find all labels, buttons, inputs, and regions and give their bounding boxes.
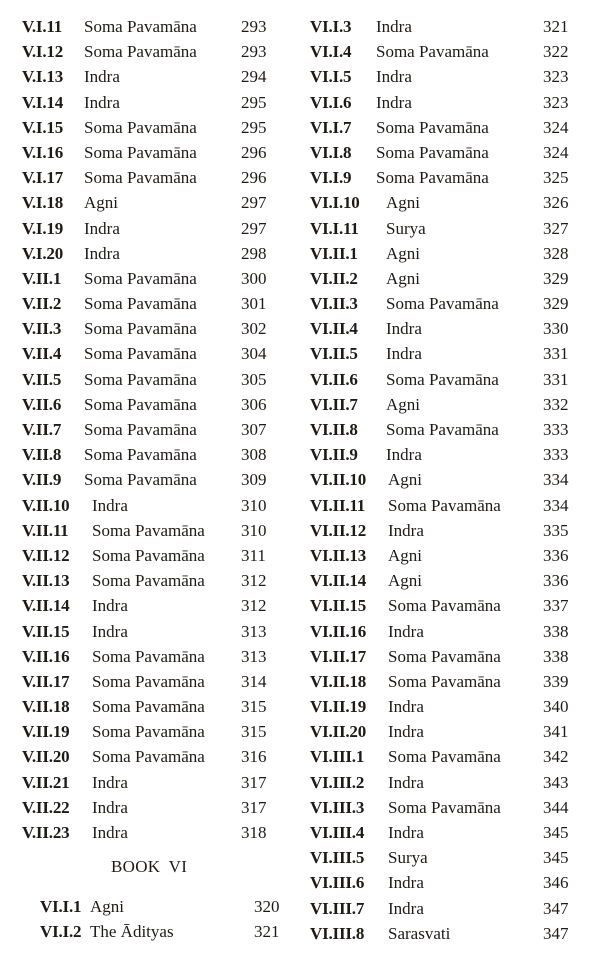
- entry-page-number: 312: [241, 596, 267, 616]
- toc-entry: [310, 719, 585, 744]
- entry-title: Indra: [388, 873, 424, 893]
- entry-page-number: 338: [543, 646, 569, 666]
- entry-page-number: 297: [241, 193, 267, 213]
- entry-page-number: 338: [543, 621, 569, 641]
- entry-title: Soma Pavamāna: [92, 671, 205, 691]
- entry-title: Agni: [388, 545, 422, 565]
- toc-entry: [22, 543, 292, 568]
- entry-title: Soma Pavamāna: [84, 470, 197, 490]
- entry-reference: VI.III.6: [310, 873, 365, 893]
- entry-page-number: 313: [241, 646, 267, 666]
- entry-page-number: 322: [543, 42, 569, 62]
- entry-page-number: 305: [241, 369, 267, 389]
- entry-page-number: 333: [543, 420, 569, 439]
- entry-title: Agni: [90, 897, 124, 916]
- entry-reference: V.I.13: [22, 67, 64, 87]
- entry-page-number: 347: [543, 898, 569, 918]
- entry-page-number: 300: [241, 268, 267, 288]
- toc-entry: [40, 919, 300, 944]
- toc-entry: [310, 744, 585, 769]
- entry-title: Indra: [388, 772, 424, 792]
- toc-entry: [22, 190, 292, 215]
- entry-reference: V.II.14: [22, 596, 70, 616]
- toc-entry: [310, 644, 585, 669]
- entry-reference: V.II.5: [22, 369, 62, 389]
- entry-reference: VI.II.9: [310, 445, 358, 465]
- entry-reference: V.II.18: [22, 697, 70, 717]
- toc-entry: [310, 14, 585, 39]
- toc-entry: [310, 241, 585, 266]
- entry-title: Agni: [386, 193, 420, 213]
- entry-title: Soma Pavamāna: [388, 797, 501, 817]
- entry-title: Indra: [376, 67, 412, 87]
- entry-reference: VI.II.6: [310, 369, 358, 389]
- entry-page-number: 296: [241, 142, 267, 162]
- entry-page-number: 333: [543, 445, 569, 465]
- entry-reference: VI.II.4: [310, 319, 358, 339]
- entry-title: Soma Pavamāna: [92, 520, 205, 540]
- entry-title: Indra: [388, 621, 424, 641]
- entry-page-number: 325: [543, 168, 569, 188]
- toc-entry: [22, 518, 292, 543]
- entry-reference: VI.II.2: [310, 268, 358, 288]
- entry-page-number: 324: [543, 142, 569, 162]
- entry-reference: VI.II.1: [310, 243, 358, 263]
- entry-reference: V.II.8: [22, 445, 62, 465]
- toc-entry: [22, 493, 292, 518]
- toc-entry: [22, 216, 292, 241]
- entry-title: Soma Pavamāna: [92, 571, 205, 591]
- entry-reference: V.II.15: [22, 621, 70, 641]
- entry-title: Soma Pavamāna: [92, 722, 205, 742]
- toc-entry: [22, 770, 292, 795]
- toc-entry: [22, 744, 292, 769]
- toc-entry: [310, 190, 585, 215]
- entry-reference: V.I.14: [22, 92, 64, 112]
- entry-title: Indra: [84, 92, 120, 112]
- entry-page-number: 342: [543, 747, 569, 767]
- toc-entry: [22, 719, 292, 744]
- toc-entry: [22, 115, 292, 140]
- entry-reference: VI.I.8: [310, 142, 352, 162]
- entry-reference: V.I.20: [22, 243, 64, 263]
- toc-entry: [310, 669, 585, 694]
- entry-page-number: 340: [543, 697, 569, 717]
- entry-page-number: 326: [543, 193, 569, 213]
- entry-page-number: 323: [543, 92, 569, 112]
- toc-entry: [22, 291, 292, 316]
- entry-page-number: 315: [241, 697, 267, 717]
- entry-title: Indra: [388, 722, 424, 742]
- entry-title: Soma Pavamāna: [376, 168, 489, 188]
- entry-page-number: 327: [543, 218, 569, 238]
- entry-page-number: 347: [543, 923, 569, 943]
- toc-entry: [22, 165, 292, 190]
- toc-entry: [310, 341, 585, 366]
- entry-page-number: 314: [241, 671, 267, 691]
- entry-reference: V.II.2: [22, 294, 62, 314]
- toc-entry: [22, 140, 292, 165]
- entry-reference: V.II.21: [22, 772, 70, 792]
- entry-title: Soma Pavamāna: [84, 42, 197, 62]
- entry-title: Soma Pavamāna: [388, 596, 501, 616]
- entry-page-number: 298: [241, 243, 267, 263]
- entry-page-number: 295: [241, 117, 267, 137]
- entry-page-number: 310: [241, 495, 267, 515]
- entry-page-number: 318: [241, 823, 267, 842]
- toc-entry: [22, 467, 292, 492]
- entry-page-number: 330: [543, 319, 569, 339]
- entry-page-number: 315: [241, 722, 267, 742]
- entry-page-number: 317: [241, 772, 267, 792]
- entry-reference: VI.II.3: [310, 294, 358, 314]
- toc-entry: [310, 820, 585, 845]
- entry-reference: VI.II.17: [310, 646, 367, 666]
- toc-entry: [22, 90, 292, 115]
- entry-page-number: 307: [241, 420, 267, 439]
- entry-page-number: 294: [241, 67, 267, 87]
- toc-entry: [310, 115, 585, 140]
- entry-reference: V.II.6: [22, 394, 62, 414]
- right-column: [310, 14, 585, 946]
- entry-reference: VI.II.8: [310, 420, 358, 439]
- toc-entry: [310, 694, 585, 719]
- entry-reference: VI.III.3: [310, 797, 365, 817]
- toc-entry: [310, 543, 585, 568]
- toc-entry: [310, 392, 585, 417]
- toc-entry: [310, 518, 585, 543]
- entry-reference: VI.II.18: [310, 671, 367, 691]
- toc-entry: [22, 316, 292, 341]
- entry-reference: V.I.19: [22, 218, 64, 238]
- entry-title: Soma Pavamāna: [84, 344, 197, 364]
- entry-page-number: 321: [254, 922, 280, 942]
- entry-reference: V.II.7: [22, 420, 62, 439]
- entry-page-number: 320: [254, 897, 280, 916]
- entry-page-number: 341: [543, 722, 569, 742]
- entry-page-number: 313: [241, 621, 267, 641]
- entry-reference: VI.II.7: [310, 394, 358, 414]
- entry-title: Soma Pavamāna: [84, 394, 197, 414]
- entry-page-number: 334: [543, 495, 569, 515]
- entry-title: Soma Pavamāna: [386, 294, 499, 314]
- entry-page-number: 301: [241, 294, 267, 314]
- entry-title: Surya: [386, 218, 426, 238]
- entry-title: Indra: [92, 823, 128, 842]
- toc-entry: [310, 316, 585, 341]
- entry-page-number: 324: [543, 117, 569, 137]
- entry-reference: V.II.19: [22, 722, 70, 742]
- toc-entry: [310, 921, 585, 946]
- toc-entry: [310, 417, 585, 442]
- toc-entry: [310, 90, 585, 115]
- entry-title: Soma Pavamāna: [388, 495, 501, 515]
- entry-title: Soma Pavamāna: [388, 646, 501, 666]
- entry-title: Indra: [388, 520, 424, 540]
- toc-entry: [22, 644, 292, 669]
- entry-reference: VI.II.14: [310, 571, 367, 591]
- entry-title: Agni: [386, 243, 420, 263]
- entry-title: Indra: [386, 319, 422, 339]
- entry-title: Indra: [84, 67, 120, 87]
- entry-page-number: 312: [241, 571, 267, 591]
- entry-reference: VI.III.5: [310, 848, 365, 868]
- entry-title: Soma Pavamāna: [92, 697, 205, 717]
- entry-title: Indra: [92, 797, 128, 817]
- entry-title: Sarasvati: [388, 923, 451, 943]
- entry-reference: V.I.11: [22, 17, 63, 36]
- entry-page-number: 337: [543, 596, 569, 616]
- entry-reference: VI.I.6: [310, 92, 352, 112]
- entry-page-number: 331: [543, 369, 569, 389]
- entry-title: Agni: [388, 571, 422, 591]
- entry-page-number: 332: [543, 394, 569, 414]
- toc-entry: [310, 467, 585, 492]
- toc-entry: [310, 216, 585, 241]
- entry-reference: V.II.17: [22, 671, 70, 691]
- entry-page-number: 339: [543, 671, 569, 691]
- toc-entry: [310, 845, 585, 870]
- entry-reference: VI.I.10: [310, 193, 360, 213]
- entry-page-number: 344: [543, 797, 569, 817]
- entry-reference: VI.II.12: [310, 520, 367, 540]
- entry-reference: V.II.11: [22, 520, 69, 540]
- entry-title: Soma Pavamāna: [386, 369, 499, 389]
- toc-entry: [310, 870, 585, 895]
- entry-page-number: 308: [241, 445, 267, 465]
- entry-reference: VI.III.2: [310, 772, 365, 792]
- entry-reference: V.II.23: [22, 823, 70, 842]
- toc-entry: [22, 820, 292, 845]
- toc-entry: [22, 266, 292, 291]
- entry-page-number: 346: [543, 873, 569, 893]
- toc-entry: [310, 770, 585, 795]
- entry-title: Soma Pavamāna: [92, 545, 205, 565]
- entry-reference: V.I.12: [22, 42, 64, 62]
- entry-title: Surya: [388, 848, 428, 868]
- toc-entry: [310, 896, 585, 921]
- entry-title: Indra: [92, 772, 128, 792]
- toc-entry: [310, 568, 585, 593]
- entry-title: Indra: [84, 243, 120, 263]
- entry-reference: VI.III.1: [310, 747, 365, 767]
- entry-page-number: 336: [543, 545, 569, 565]
- toc-entry: [22, 619, 292, 644]
- book-vi-entries: [40, 894, 300, 944]
- toc-entry: [22, 795, 292, 820]
- toc-entry: [310, 593, 585, 618]
- toc-entry: [22, 442, 292, 467]
- entry-title: Indra: [376, 17, 412, 36]
- entry-title: Indra: [386, 445, 422, 465]
- toc-entry: [22, 392, 292, 417]
- entry-reference: V.II.9: [22, 470, 62, 490]
- entry-page-number: 335: [543, 520, 569, 540]
- entry-page-number: 329: [543, 294, 569, 314]
- toc-entry: [310, 619, 585, 644]
- entry-title: Soma Pavamāna: [84, 294, 197, 314]
- entry-reference: VI.II.11: [310, 495, 366, 515]
- entry-reference: VI.II.15: [310, 596, 367, 616]
- entry-title: Soma Pavamāna: [84, 420, 197, 439]
- entry-reference: VI.II.19: [310, 697, 367, 717]
- entry-page-number: 345: [543, 848, 569, 868]
- toc-entry: [310, 64, 585, 89]
- entry-title: Soma Pavamāna: [92, 646, 205, 666]
- entry-title: Soma Pavamāna: [388, 671, 501, 691]
- entry-title: Indra: [92, 596, 128, 616]
- entry-title: Indra: [92, 495, 128, 515]
- entry-title: Soma Pavamāna: [84, 319, 197, 339]
- entry-title: Soma Pavamāna: [84, 17, 197, 36]
- entry-reference: VI.III.8: [310, 923, 365, 943]
- entry-title: Soma Pavamāna: [388, 747, 501, 767]
- toc-entry: [22, 64, 292, 89]
- entry-reference: V.II.3: [22, 319, 62, 339]
- entry-page-number: 321: [543, 17, 569, 36]
- entry-title: Agni: [388, 470, 422, 490]
- toc-entry: [22, 367, 292, 392]
- entry-reference: VI.III.7: [310, 898, 365, 918]
- entry-reference: VI.I.5: [310, 67, 352, 87]
- entry-title: Soma Pavamāna: [376, 42, 489, 62]
- entry-title: Indra: [388, 898, 424, 918]
- entry-page-number: 295: [241, 92, 267, 112]
- entry-reference: V.I.16: [22, 142, 64, 162]
- entry-title: Soma Pavamāna: [376, 142, 489, 162]
- entry-title: Soma Pavamāna: [84, 168, 197, 188]
- entry-page-number: 334: [543, 470, 569, 490]
- entry-page-number: 297: [241, 218, 267, 238]
- entry-reference: VI.I.1: [40, 897, 82, 916]
- entry-reference: V.II.20: [22, 747, 70, 767]
- entry-reference: V.II.12: [22, 545, 70, 565]
- entry-title: Indra: [386, 344, 422, 364]
- entry-title: Agni: [84, 193, 118, 213]
- entry-reference: VI.II.16: [310, 621, 367, 641]
- entry-page-number: 328: [543, 243, 569, 263]
- entry-title: Indra: [388, 823, 424, 842]
- entry-title: Agni: [386, 394, 420, 414]
- entry-page-number: 306: [241, 394, 267, 414]
- toc-entry: [22, 568, 292, 593]
- entry-reference: V.II.1: [22, 268, 62, 288]
- entry-page-number: 345: [543, 823, 569, 842]
- entry-page-number: 310: [241, 520, 267, 540]
- toc-entry: [40, 894, 300, 919]
- entry-page-number: 323: [543, 67, 569, 87]
- entry-reference: V.I.15: [22, 117, 64, 137]
- entry-title: Soma Pavamāna: [84, 369, 197, 389]
- entry-reference: V.II.22: [22, 797, 70, 817]
- entry-title: Soma Pavamāna: [84, 268, 197, 288]
- book-vi-heading: BOOK VI: [111, 857, 188, 876]
- entry-reference: VI.II.13: [310, 545, 367, 565]
- entry-reference: VI.III.4: [310, 823, 365, 842]
- entry-page-number: 331: [543, 344, 569, 364]
- entry-title: Soma Pavamāna: [386, 420, 499, 439]
- entry-title: Soma Pavamāna: [376, 117, 489, 137]
- entry-reference: V.II.16: [22, 646, 70, 666]
- entry-reference: VI.I.9: [310, 168, 352, 188]
- entry-title: Agni: [386, 268, 420, 288]
- entry-title: The Ādityas: [90, 922, 174, 942]
- entry-title: Soma Pavamāna: [84, 117, 197, 137]
- toc-entry: [310, 795, 585, 820]
- left-column: [22, 14, 292, 845]
- entry-title: Soma Pavamāna: [84, 142, 197, 162]
- toc-entry: [310, 266, 585, 291]
- entry-page-number: 316: [241, 747, 267, 767]
- entry-reference: VI.I.7: [310, 117, 352, 137]
- entry-title: Soma Pavamāna: [84, 445, 197, 465]
- entry-reference: V.II.13: [22, 571, 70, 591]
- entry-reference: V.I.18: [22, 193, 64, 213]
- entry-reference: V.II.4: [22, 344, 62, 364]
- toc-entry: [22, 241, 292, 266]
- toc-entry: [22, 39, 292, 64]
- entry-reference: VI.I.2: [40, 922, 82, 942]
- toc-entry: [310, 367, 585, 392]
- toc-entry: [22, 14, 292, 39]
- entry-reference: V.II.10: [22, 495, 70, 515]
- entry-reference: VI.II.5: [310, 344, 358, 364]
- entry-title: Soma Pavamāna: [92, 747, 205, 767]
- toc-entry: [310, 291, 585, 316]
- entry-page-number: 293: [241, 17, 267, 36]
- toc-entry: [22, 669, 292, 694]
- toc-entry: [310, 442, 585, 467]
- entry-page-number: 302: [241, 319, 267, 339]
- entry-page-number: 329: [543, 268, 569, 288]
- entry-title: Indra: [92, 621, 128, 641]
- entry-reference: VI.I.4: [310, 42, 352, 62]
- toc-entry: [22, 341, 292, 366]
- entry-page-number: 343: [543, 772, 569, 792]
- entry-page-number: 296: [241, 168, 267, 188]
- entry-page-number: 309: [241, 470, 267, 490]
- entry-title: Indra: [388, 697, 424, 717]
- toc-entry: [310, 39, 585, 64]
- entry-reference: VI.II.10: [310, 470, 367, 490]
- toc-entry: [22, 593, 292, 618]
- toc-entry: [22, 417, 292, 442]
- entry-reference: VI.I.3: [310, 17, 352, 36]
- toc-entry: [310, 165, 585, 190]
- toc-entry: [22, 694, 292, 719]
- entry-page-number: 336: [543, 571, 569, 591]
- entry-page-number: 304: [241, 344, 267, 364]
- entry-reference: VI.II.20: [310, 722, 367, 742]
- entry-page-number: 293: [241, 42, 267, 62]
- entry-title: Indra: [84, 218, 120, 238]
- entry-page-number: 311: [241, 545, 266, 565]
- entry-page-number: 317: [241, 797, 267, 817]
- entry-reference: V.I.17: [22, 168, 64, 188]
- toc-entry: [310, 493, 585, 518]
- toc-entry: [310, 140, 585, 165]
- entry-reference: VI.I.11: [310, 218, 359, 238]
- entry-title: Indra: [376, 92, 412, 112]
